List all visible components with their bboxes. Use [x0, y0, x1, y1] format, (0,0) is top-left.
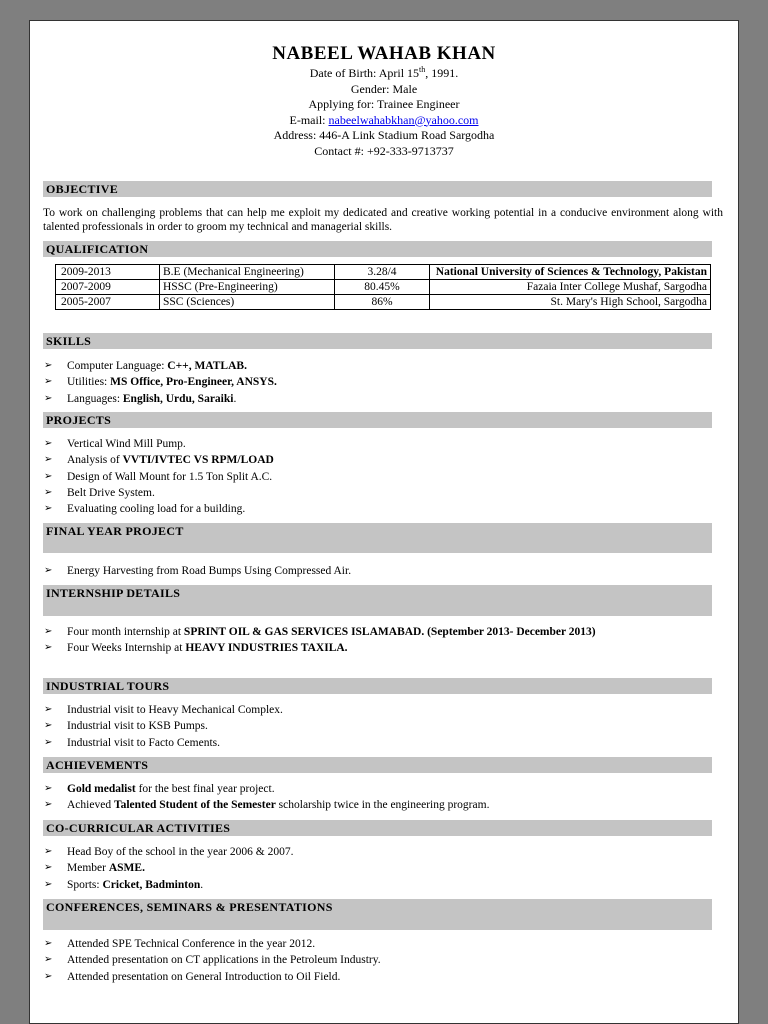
arrow-bullet-icon: ➢ [44, 720, 53, 732]
industrial-tours-list [43, 702, 723, 751]
skill-tail: . [233, 392, 237, 405]
conference-text: Attended SPE Technical Conference in the year 2012. [67, 938, 316, 950]
arrow-bullet-icon: ➢ [44, 503, 53, 515]
section-heading-final-year-project: FINAL YEAR PROJECT [43, 523, 712, 553]
qual-years: 2007-2009 [56, 280, 160, 295]
internship-text: Four month internship at [67, 626, 184, 638]
arrow-bullet-icon: ➢ [44, 938, 53, 949]
skill-value: MS Office, Pro-Engineer, ANSYS. [110, 376, 277, 389]
tour-text: Industrial visit to KSB Pumps. [67, 720, 208, 733]
list-item [43, 624, 723, 640]
address: Address: 446-A Link Stadium Road Sargodha [273, 128, 495, 142]
date-of-birth [29, 66, 739, 82]
list-item [43, 877, 723, 893]
list-item [43, 374, 723, 390]
list-item [43, 718, 723, 734]
arrow-bullet-icon: ➢ [44, 846, 53, 857]
list-item [43, 781, 723, 797]
arrow-bullet-icon: ➢ [44, 878, 53, 890]
activity-text: Head Boy of the school in the year 2006 & 2007. [67, 846, 294, 858]
achievement-text: scholarship twice in the engineering program. [275, 799, 490, 812]
project-text: Vertical Wind Mill Pump. [67, 438, 186, 450]
list-item [43, 436, 723, 452]
list-item [43, 797, 723, 813]
dob-suffix: , 1991. [425, 66, 459, 80]
project-text: Design of Wall Mount for 1.5 Ton Split A.C. [67, 470, 273, 483]
conference-text: Attended presentation on CT applications in the Petroleum Industry. [67, 954, 381, 967]
project-bold: VVTI/IVTEC VS RPM/LOAD [122, 454, 274, 467]
arrow-bullet-icon: ➢ [44, 799, 53, 811]
arrow-bullet-icon: ➢ [44, 954, 53, 966]
qual-degree: B.E (Mechanical Engineering) [160, 265, 335, 280]
table-row [56, 295, 711, 310]
skill-label: Computer Language: [67, 360, 168, 372]
achievement-bold: Talented Student of the Semester [113, 799, 276, 812]
applying-for: Applying for: Trainee Engineer [308, 97, 460, 111]
section-heading-internship: INTERNSHIP DETAILS [43, 585, 712, 616]
achievement-text: for the best final year project. [135, 783, 275, 795]
qual-grade: 86% [335, 295, 430, 310]
conference-text: Attended presentation on General Introduction to Oil Field. [67, 970, 341, 983]
table-row [56, 280, 711, 295]
projects-list [43, 436, 723, 517]
arrow-bullet-icon: ➢ [44, 736, 53, 748]
section-heading-objective: OBJECTIVE [43, 181, 712, 197]
section-heading-conferences: CONFERENCES, SEMINARS & PRESENTATIONS [43, 899, 712, 930]
contact: Contact #: +92-333-9713737 [314, 143, 454, 158]
section-heading-co-curricular: CO-CURRICULAR ACTIVITIES [43, 820, 712, 836]
objective-text: To work on challenging problems that can help me exploit my dedicated and creative working potential in a conducive environment along with talented professionals in order to groom my technical and managerial skills. [43, 207, 723, 233]
skill-label: Languages: [67, 392, 123, 405]
co-curricular-list [43, 844, 723, 893]
section-heading-industrial-tours: INDUSTRIAL TOURS [43, 678, 712, 694]
resume-header [29, 20, 739, 159]
project-text: Evaluating cooling load for a building. [67, 503, 246, 516]
dob-sup: th [419, 65, 426, 74]
list-item [43, 469, 723, 485]
internship-bold: SPRINT OIL & GAS SERVICES ISLAMABAD. (September 2013- December 2013) [183, 626, 596, 638]
project-text: Analysis of [67, 454, 123, 467]
arrow-bullet-icon: ➢ [44, 626, 53, 637]
email-link[interactable]: nabeelwahabkhan@yahoo.com [328, 112, 479, 127]
list-item [43, 860, 723, 876]
qual-institute: Fazaia Inter College Mushaf, Sargodha [430, 280, 711, 295]
list-item [43, 501, 723, 517]
tour-text: Industrial visit to Heavy Mechanical Complex. [67, 704, 283, 716]
arrow-bullet-icon: ➢ [44, 470, 53, 482]
arrow-bullet-icon: ➢ [44, 783, 53, 794]
qual-years: 2009-2013 [56, 265, 160, 280]
table-row [56, 265, 711, 280]
activity-text: Member [67, 862, 109, 875]
arrow-bullet-icon: ➢ [44, 376, 53, 388]
skill-value: English, Urdu, Saraiki [122, 392, 234, 405]
list-item [43, 358, 723, 374]
final-year-project-list [43, 563, 723, 579]
achievement-text: Achieved [67, 799, 114, 812]
list-item [43, 485, 723, 501]
skills-list [43, 358, 723, 407]
qual-degree: SSC (Sciences) [160, 295, 335, 310]
project-text: Belt Drive System. [67, 486, 155, 499]
achievement-bold: Gold medalist [67, 783, 136, 795]
arrow-bullet-icon: ➢ [44, 486, 53, 498]
tour-text: Industrial visit to Facto Cements. [67, 736, 220, 749]
list-item [43, 735, 723, 751]
list-item [43, 702, 723, 718]
section-heading-projects: PROJECTS [43, 412, 712, 428]
activity-text: . [200, 878, 204, 891]
list-item [43, 936, 723, 952]
candidate-name: NABEEL WAHAB KHAN [272, 43, 496, 64]
section-heading-achievements: ACHIEVEMENTS [43, 757, 712, 773]
activity-text: Sports: [67, 878, 103, 891]
skill-value: C++, MATLAB. [167, 360, 247, 372]
activity-bold: ASME. [108, 862, 145, 875]
gender: Gender: Male [350, 81, 418, 96]
activity-bold: Cricket, Badminton [102, 878, 201, 891]
list-item [43, 640, 723, 656]
arrow-bullet-icon: ➢ [44, 642, 53, 654]
arrow-bullet-icon: ➢ [44, 392, 53, 404]
internship-bold: HEAVY INDUSTRIES TAXILA. [185, 642, 348, 655]
resume-page [29, 20, 739, 1024]
arrow-bullet-icon: ➢ [44, 454, 53, 466]
final-year-project-text: Energy Harvesting from Road Bumps Using Compressed Air. [67, 565, 352, 577]
arrow-bullet-icon: ➢ [44, 970, 53, 982]
qualification-table [55, 264, 711, 310]
arrow-bullet-icon: ➢ [44, 438, 53, 449]
dob-prefix: Date of Birth: April 15 [309, 66, 420, 80]
list-item [43, 452, 723, 468]
list-item [43, 563, 723, 579]
list-item [43, 844, 723, 860]
internship-text: Four Weeks Internship at [67, 642, 186, 655]
qual-years: 2005-2007 [56, 295, 160, 310]
arrow-bullet-icon: ➢ [44, 862, 53, 874]
email-line [29, 113, 739, 129]
arrow-bullet-icon: ➢ [44, 704, 53, 715]
list-item [43, 952, 723, 968]
qual-grade: 80.45% [335, 280, 430, 295]
qual-degree: HSSC (Pre-Engineering) [160, 280, 335, 295]
achievements-list [43, 781, 723, 814]
conferences-list [43, 936, 723, 985]
qual-institute: National University of Sciences & Technology, Pakistan [430, 265, 711, 280]
arrow-bullet-icon: ➢ [44, 565, 53, 576]
arrow-bullet-icon: ➢ [44, 360, 53, 371]
qual-grade: 3.28/4 [335, 265, 430, 280]
list-item [43, 391, 723, 407]
qual-institute: St. Mary's High School, Sargodha [430, 295, 711, 310]
list-item [43, 969, 723, 985]
internship-list [43, 624, 723, 657]
section-heading-skills: SKILLS [43, 333, 712, 349]
skill-label: Utilities: [67, 376, 111, 389]
section-heading-qualification: QUALIFICATION [43, 241, 712, 257]
email-label: E-mail: [289, 112, 329, 127]
